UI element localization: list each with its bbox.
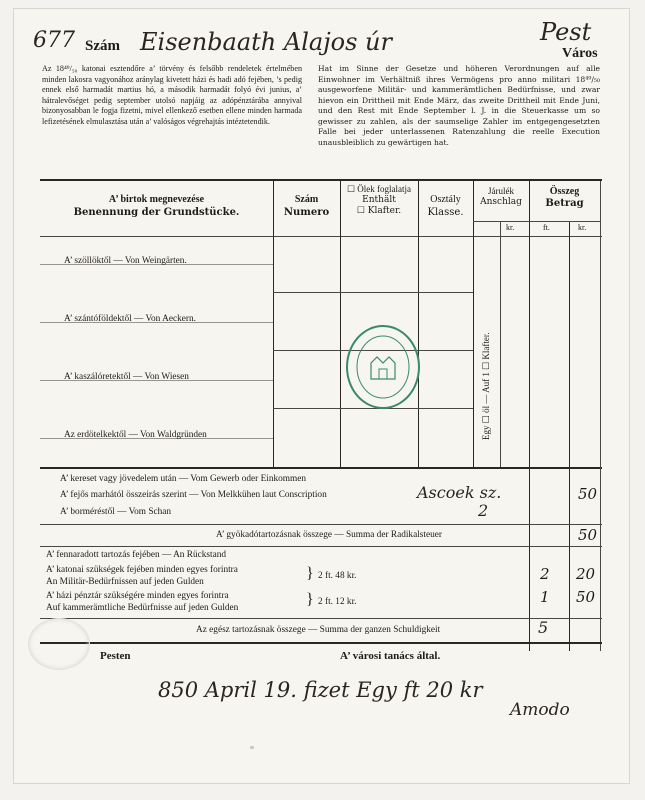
footer-pesten: Pesten xyxy=(100,650,131,662)
handwritten-asceok: Ascoek sz. xyxy=(417,483,502,502)
kr-subheader: kr. xyxy=(506,223,515,232)
col-osztaly-header xyxy=(418,193,473,219)
vline-3 xyxy=(418,181,419,467)
embossed-seal xyxy=(28,618,90,670)
german-text: Hat im Sinne der Gesetze und höheren Verordnungen auf alle Einwohner im Verhältniß ihres Vermögens pro anno militari 18⁴⁹/₅₀ ausgeworfene Militär- und kammerämtlichen Bedürfnisse, und zwar hievon ein Drittheil mit Ende März, das zweite Drittheil mit Ende Juni, und den Rest mit Ende September l. J. in die Steuerkasse um so gewisser zu zahlen, als der saumselige Zahler im entgegengesetzten Falle bei jeder unterlassenen Ratenzahlung die reelle Execution unausbleiblich zu gewärtigen hat. xyxy=(318,64,600,147)
handwritten-payment-note: 850 April 19. fizet Egy ft 20 kr xyxy=(158,678,483,702)
hungarian-text: Az 18⁴⁹/₅₀ katonai esztendőre a’ törvény és felsőbb rendeletek értelmében minden lakosra vagyonához aránylag kivetett házi és hadi adó fejében, ’s pedig ennek első harmadát martius hó, a második harmadát folyó évi junius, a’ hátralevőséget pedig september utolsó napjáig az adópénztárába annyival bizonyosabban le fogja fizetni, mivel ellenkező esetben ellene minden harmada lefizetésének elmulasztása után a’ valóságos végrehajtás intéztetendik. xyxy=(42,64,302,126)
table-head-rule xyxy=(40,236,602,237)
handwritten-name: Eisenbaath Alajos úr xyxy=(140,28,392,56)
row-weingarten: A’ szöllöktől — Von Weingärten. xyxy=(64,256,187,266)
sub-rule-3 xyxy=(40,618,602,619)
militaer-ft: 2 xyxy=(540,565,550,583)
sum-radikalsteuer: A’ gyökadótartozásnak összege — Summa der Radikalsteuer xyxy=(216,530,442,540)
sub-rule-4 xyxy=(40,642,602,644)
handwritten-city: Pest xyxy=(540,18,592,46)
green-stamp xyxy=(346,325,420,409)
handwritten-number: 677 xyxy=(33,28,75,53)
col-osszeg-header xyxy=(529,186,600,210)
vline-2 xyxy=(340,181,341,467)
row-gewerb: A’ kereset vagy jövedelem után — Vom Gewerb oder Einkommen xyxy=(60,474,307,484)
col-olek-c: ☐ Klafter. xyxy=(356,206,402,216)
row-kammer-hu: A’ házi pénztár szükségére minden egyes forintra xyxy=(46,591,229,601)
vline-4 xyxy=(473,181,474,467)
row-aeckern: A’ szántóföldektől — Von Aeckern. xyxy=(64,314,196,324)
table-body-bottom xyxy=(40,467,602,469)
col-szam-hu: Szám xyxy=(294,194,319,205)
kr2-subheader: kr. xyxy=(578,223,587,232)
handwritten-2: 2 xyxy=(478,501,489,520)
col-birtok-hu: A’ birtok megnevezése xyxy=(108,194,205,205)
row-waldgruenden: Az erdötelkektől — Von Waldgründen xyxy=(64,430,207,440)
col-jarulek-hu: Járulék xyxy=(488,186,514,196)
szam-label: Szám xyxy=(85,38,120,54)
footer-tanacs: A’ városi tanács által. xyxy=(340,650,441,662)
row-kammer-de: Auf kammerämtliche Bedürfnisse auf jeden Gulden xyxy=(46,603,239,613)
col-olek-a: ☐ Ölek foglalatja xyxy=(346,184,412,194)
col-olek-header xyxy=(340,184,418,217)
varos-label: Város xyxy=(562,46,598,61)
col-birtok-header xyxy=(40,193,273,219)
vline-7 xyxy=(600,181,601,651)
stamp-emblem-icon xyxy=(348,327,418,407)
col-osztaly-de: Klasse. xyxy=(427,207,464,218)
vline-6 xyxy=(569,221,570,651)
vline-jarulek-split xyxy=(500,221,501,467)
militaer-rate: } xyxy=(306,565,314,582)
col-szam-header xyxy=(273,193,340,219)
militaer-kr: 20 xyxy=(576,565,596,583)
sub-rule-1 xyxy=(40,524,602,525)
sub-rule-2 xyxy=(40,546,602,547)
total-schuldigkeit: Az egész tartozásnak összege — Summa der ganzen Schuldigkeit xyxy=(196,625,441,635)
handwritten-signature: Amodo xyxy=(510,700,570,720)
col-osztaly-hu: Osztály xyxy=(430,194,461,205)
row-line-a xyxy=(273,292,473,293)
paper-blemish xyxy=(250,746,254,749)
vline-1 xyxy=(273,181,274,467)
row-militaer-de: An Militär-Bedürfnissen auf jeden Gulden xyxy=(46,577,204,587)
col-osszeg-hu: Összeg xyxy=(549,186,580,197)
militaer-rate-text: 2 ft. 48 kr. xyxy=(318,571,357,581)
col-birtok-de: Benennung der Grundstücke. xyxy=(73,207,240,218)
vline-5 xyxy=(529,181,530,651)
sub-head-rule xyxy=(473,221,600,222)
col-olek-b: Enthält xyxy=(362,195,396,205)
value-sum1: 50 xyxy=(578,526,598,544)
col-osszeg-de: Betrag xyxy=(545,198,584,209)
ft-subheader: ft. xyxy=(543,223,550,232)
col-jarulek-de: Anschlag xyxy=(480,197,522,207)
table-top-rule xyxy=(40,179,602,181)
row-wiesen: A’ kaszálóretektől — Von Wiesen xyxy=(64,372,189,382)
kammer-rate-text: 2 ft. 12 kr. xyxy=(318,597,357,607)
col-jarulek-header xyxy=(473,186,529,208)
kammer-brace: } xyxy=(306,591,314,608)
kammer-kr: 50 xyxy=(576,588,596,606)
value-50-a: 50 xyxy=(578,485,598,503)
row-rueckstand: A’ fennaradott tartozás fejében — An Rückstand xyxy=(46,550,227,560)
row-melkkuehe: A’ fejős marhától összeirás szerint — Von Melkkühen laut Conscription xyxy=(60,490,327,500)
row-schan: A’ borméréstől — Vom Schan xyxy=(60,507,172,517)
kammer-ft: 1 xyxy=(540,588,550,606)
rotated-klafter-label: Egy ☐ öl — Auf 1 ☐ Klafter. xyxy=(481,332,491,440)
col-szam-de: Numero xyxy=(283,207,330,218)
row-militaer-hu: A’ katonai szükségek fejében minden egyes forintra xyxy=(46,565,238,575)
handwritten-total: 5 xyxy=(538,618,549,637)
